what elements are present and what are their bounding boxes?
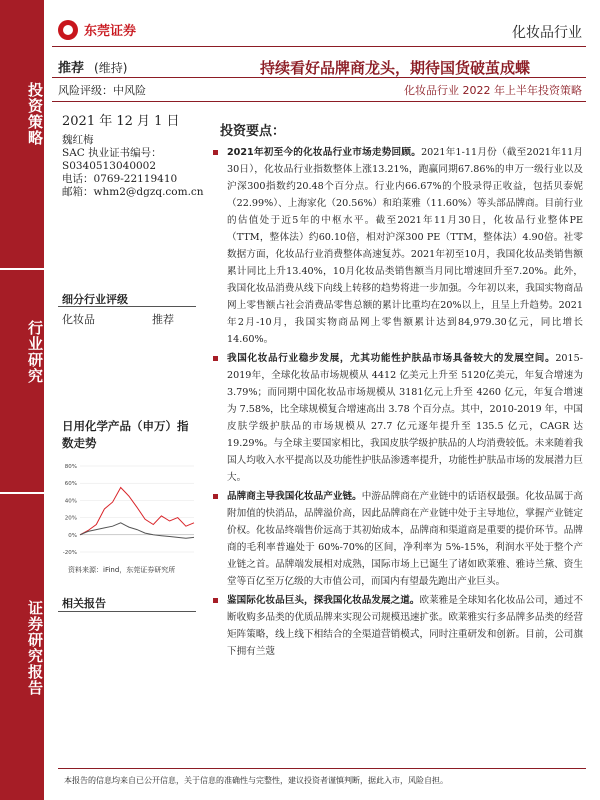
section-rule	[58, 306, 196, 307]
rating	[58, 57, 127, 76]
key-points-heading: 投资要点：	[220, 124, 286, 139]
chart-source: 资料来源：iFind，东莞证券研究所	[68, 566, 176, 574]
key-point-4-lead: 鉴国际化妆品巨头，探我国化妆品发展之道。	[227, 595, 420, 606]
series-line-沪深300	[80, 523, 194, 538]
bullet-icon	[213, 598, 218, 603]
key-point-1-text: 2021年1-11月份（截至2021年11月30日），化妆品行业指数整体上涨13.21%，跑赢同期67.86%的申万一级行业以及沪深300指数约20.48个百分点。行业内66.67%的个股录得正收益，包括贝泰妮（22.99%）、上海家化（20.56%）和珀莱雅（11.60%）等头部品牌商。目前行业的估值处于近5年的中枢水平。截至2021年11月30日，化妆品行业整体PE（TTM，整体法）约60.10倍，相对沪深300 PE（TTM，整体法）4.90倍。社零数据方面，化妆品行业消费整体高速复苏。2021年初至10月，我国化妆品类销售额累计同比上升13.40%，10月化妆品类销售额当月同比增速回升至7.20%。此外，我国化妆品消费从线下向线上转移的趋势将进一步加强。今年初以来，我国实物商品网上零售额占社会消费品零售总额的累计比重均在20%以上，且呈上升趋势。2021年2月-10月，我国实物商品网上零售额累计达到84,979.30亿元，同比增长14.60%。	[227, 147, 584, 345]
key-point-3	[213, 488, 583, 590]
sidebar-label-strategy: 投资策略	[26, 82, 44, 146]
logo-emblem-icon	[58, 20, 78, 40]
license-label: SAC 执业证书编号：	[62, 147, 162, 159]
section-rule	[58, 611, 196, 612]
bullet-icon	[213, 494, 218, 499]
y-tick-label: 80%	[64, 464, 77, 470]
footer-rule	[58, 768, 586, 769]
key-point-1-lead: 2021年初至今的化妆品行业市场走势回顾。	[227, 147, 422, 158]
related-reports-heading: 相关报告	[62, 597, 106, 610]
header-rule	[52, 46, 586, 47]
key-point-2-text: 2015-2019年，全球化妆品市场规模从 4412 亿美元上升至 5120亿美元，年复合增速为 3.79%；而同期中国化妆品市场规模从 3181亿元上升至 4260 亿元，年复合增速为 7.58%，比全球规模复合增速高出 3.78 个百分点。其中，2010-2019 年，中国皮肤学级护肤品的市场规模从 27.7 亿元逐年提升至 135.5 亿元，CAGR 达 19.29%。与全球主要国家相比，我国皮肤学级护肤品的人均消费较低。未来随着我国人均收入水平提高以及功能性护肤品渗透率提升，功能性护肤品市场的发展潜力巨大。	[227, 353, 583, 483]
bullet-icon	[213, 150, 218, 155]
index-trend-chart	[58, 460, 198, 560]
key-point-4	[213, 592, 583, 660]
title-rule	[52, 77, 586, 78]
sidebar-divider	[0, 268, 44, 270]
disclaimer: 本报告的信息均来自已公开信息，关于信息的准确性与完整性，建议投资者谨慎判断，据此入市，风险自担。	[64, 776, 448, 785]
report-subtitle: 化妆品行业 2022 年上半年投资策略	[404, 84, 582, 97]
report-title: 持续看好品牌商龙头，期待国货破茧成蝶	[259, 59, 530, 77]
rating-label: 推荐	[58, 61, 85, 76]
left-red-band	[0, 0, 44, 800]
y-tick-label: 60%	[64, 481, 77, 488]
analyst-email[interactable]: 邮箱：whm2@dgzq.com.cn	[62, 186, 204, 198]
company-logo	[58, 18, 158, 42]
y-tick-label: -20%	[62, 550, 77, 556]
bullet-icon	[213, 356, 218, 361]
key-point-2-lead: 我国化妆品行业稳步发展，尤其功能性护肤品市场具备较大的发展空间。	[227, 353, 556, 364]
sidebar-label-report: 证券研究报告	[26, 600, 44, 696]
key-point-3-lead: 品牌商主导我国化妆品产业链。	[227, 491, 362, 502]
sub-industry-name: 化妆品	[62, 313, 95, 326]
analyst-info	[62, 134, 204, 199]
logo-text: 东莞证券	[84, 24, 137, 39]
analyst-name: 魏红梅	[62, 134, 94, 146]
key-point-1	[213, 144, 583, 348]
y-tick-label: 0%	[68, 532, 77, 539]
subtitle-rule	[52, 101, 586, 102]
rating-status: (维持)	[94, 61, 128, 75]
chart-title: 日用化学产品（申万）指数走势	[62, 419, 189, 450]
y-tick-label: 40%	[64, 498, 77, 505]
license-number: S0340513040002	[62, 160, 157, 172]
sidebar-label-industry: 行业研究	[26, 320, 44, 384]
sidebar-divider	[0, 492, 44, 494]
industry-label: 化妆品行业	[512, 25, 582, 41]
key-point-2	[213, 350, 583, 486]
key-point-3-text: 中游品牌商在产业链中的话语权最强。化妆品属于高附加值的快消品，品牌溢价高，因此品牌商在产业链中处于主导地位，掌握产业链定价权。化妆品终端售价远高于其初始成本，品牌商和渠道商是重要的提价环节。品牌商的毛利率普遍处于 60%-70%的区间，净利率为 5%-15%，利润水平处于整个产业链之首。品牌端发展相对成熟，国际市场上已诞生了诸如欧莱雅、雅诗兰黛、资生堂等百亿至万亿级的大市值公司，而国内有望最先跑出产业巨头。	[227, 491, 584, 587]
key-point-4-text: 欧莱雅是全球知名化妆品公司，通过不断收购多品类的优质品牌来实现公司规模迅速扩张。欧莱雅实行多品牌多品类的经营矩阵策略，线上线下相结合的全渠道营销模式，同时注重研发和创新。目前，公司旗下拥有兰蔻	[227, 595, 584, 657]
risk-rating: 风险评级：中风险	[58, 84, 146, 97]
sub-rating-value: 推荐	[152, 313, 174, 326]
sub-rating-row	[62, 311, 192, 327]
report-date: 2021 年 12 月 1 日	[62, 114, 180, 129]
y-tick-label: 20%	[64, 515, 77, 522]
sub-rating-heading: 细分行业评级	[62, 293, 128, 306]
key-points-body	[213, 144, 583, 662]
analyst-phone: 电话：0769-22119410	[62, 173, 178, 185]
series-line-日用化学产品	[80, 488, 194, 535]
